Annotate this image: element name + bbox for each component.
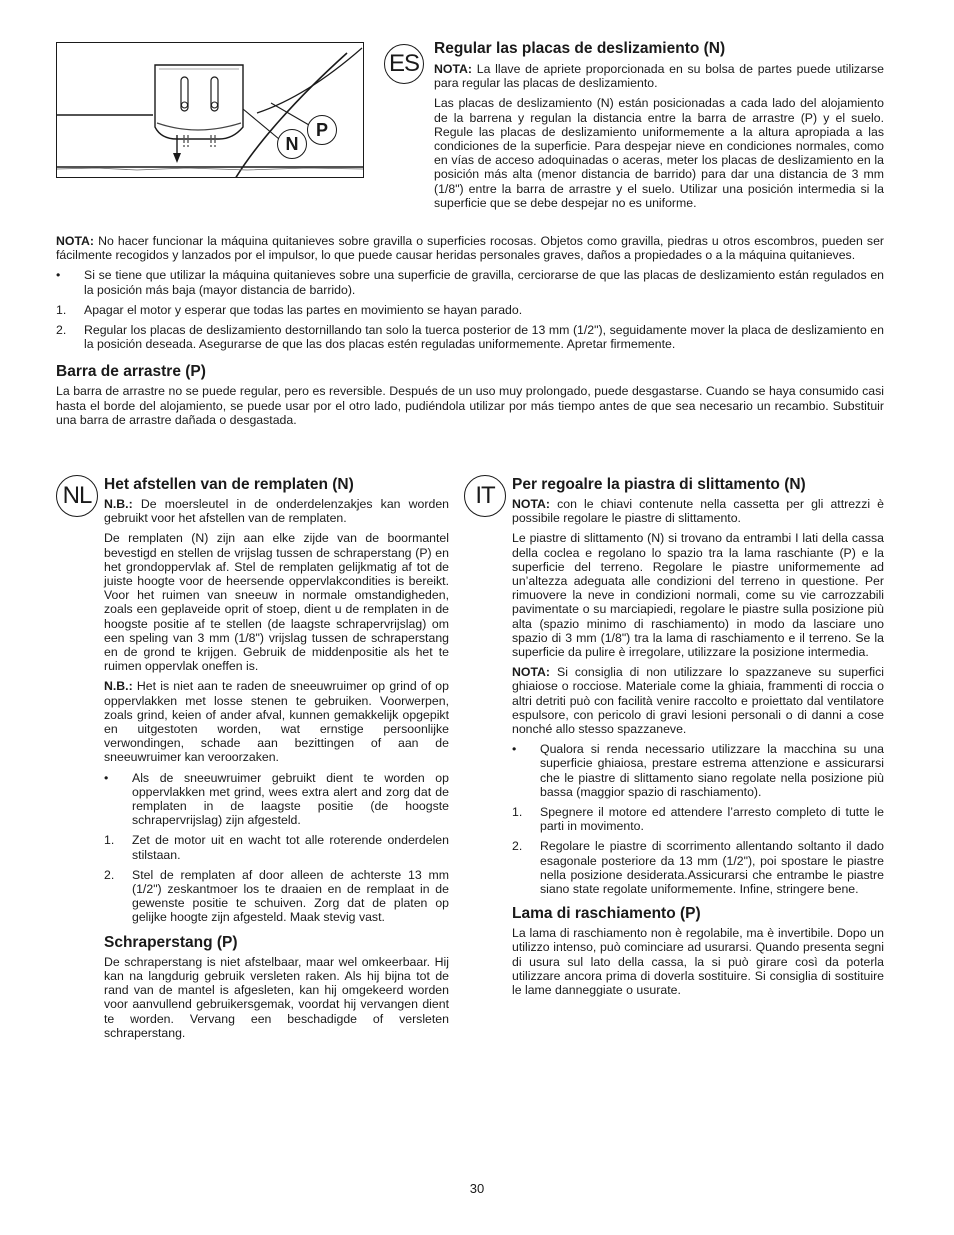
nl-note-1	[104, 497, 449, 525]
nl-note-2-label: N.B.:	[104, 679, 133, 694]
es-note-1-text: La llave de apriete proporcionada en su bolsa de partes puede utilizarse para regular las placas de deslizamiento.	[434, 62, 884, 91]
es-paragraph-2: La barra de arrastre no se puede regular, pero es reversible. Después de un uso muy prolongado, puede desgastarse. Cuando se haya consumido casi hasta el borde del alojamiento, se puede usar por el otro lado, pudiéndola utilizar por más tiempo antes de que sea necesario un recambio. Substituir una barra de arrastre dañada o desgastada.	[56, 384, 884, 427]
es-paragraph-1: Las placas de deslizamiento (N) están posicionadas a cada lado del alojamiento de la barrena y regulan la distancia entre la barra de arrastre (P) y el suelo. Regule las placas de deslizamiento uniformemente a la altura apropiada a las condiciones de la superficie. Para despejar nieve en condiciones normales, como en vías de acceso adoquinadas o aceras, meter los placas de deslizamiento en la posición más alta (menor distancia de barrido) para dar una distancia de 3 mm (1/8") entre la barra de arrastre y el suelo. Utilizar una posición intermedia si la superficie que se debe despejar no es uniforme.	[434, 96, 884, 210]
es-title: Regular las placas de deslizamiento (N)	[434, 40, 726, 57]
it-bullet	[512, 742, 884, 799]
skid-shoe-diagram	[57, 43, 364, 178]
it-step-2-text: Regolare le piastre di scorrimento allentando soltanto il dado esagonale posteriore da 13 mm (1/2"), poi spostare le piastre nella posizione desiderata.Assicurarsi che entrambe le piastre siano state regolate uniformemente. Infine, stringere bene.	[540, 839, 884, 897]
es-step-1-mark: 1.	[56, 302, 67, 317]
nl-note-1-text: De moersleutel in de onderdelenzakjes kan worden gebruikt voor het afstellen van de remplaten.	[104, 497, 449, 526]
nl-note-1-label: N.B.:	[104, 497, 133, 511]
language-badge-it	[464, 475, 506, 517]
callout-p-label: P	[315, 119, 328, 140]
badge-nl-label: NL	[62, 482, 92, 509]
es-step-1	[56, 303, 884, 317]
it-title-2: Lama di raschiamento (P)	[512, 905, 701, 923]
nl-note-2-text: Het is niet aan te raden de sneeuwruimer op grind of op oppervlakken met losse stenen te gebruiken. Voorwerpen, zoals grind, keien of ander afval, kunnen gemakkelijk opgepikt en uitgestoten worden, wat ernstige persoonlijke verwondingen, schade aan bezittingen of aan de sneeuwruimer kan veroorzaken.	[104, 679, 449, 765]
it-note-1-text: con le chiavi contenute nella cassetta per gli attrezzi è possibile regolare le piastre di slittamento.	[512, 497, 884, 526]
nl-step-2-mark: 2.	[104, 867, 115, 882]
callout-n-label: N	[285, 133, 299, 154]
es-step-2	[56, 323, 884, 351]
it-note-1-label: NOTA:	[512, 497, 551, 511]
es-section-skid-plates	[434, 40, 884, 210]
es-note-2-label: NOTA:	[56, 234, 95, 248]
nl-step-1-mark: 1.	[104, 833, 115, 848]
skid-shoe-illustration	[56, 42, 364, 178]
es-bullet	[56, 268, 884, 296]
callout-p	[307, 115, 337, 145]
it-step-1-mark: 1.	[512, 805, 523, 820]
nl-title-2: Schraperstang (P)	[104, 933, 238, 951]
it-paragraph-2: La lama di raschiamento non è regolabile, ma è invertibile. Dopo un utilizzo intenso, può cominciare ad usurarsi. Quando presenta segni di usura sul lato della cassa, la si può girare così da poterla utilizzare ancora prima di doverla sostituire. Si consiglia di sostituire le lame danneggiate o usurate.	[512, 926, 884, 998]
it-note-1	[512, 497, 884, 525]
callout-n	[277, 129, 307, 159]
es-note-2	[56, 234, 884, 262]
badge-es-label: ES	[388, 50, 419, 77]
nl-note-2	[104, 679, 449, 764]
it-step-2-mark: 2.	[512, 839, 523, 854]
es-note-2-text: No hacer funcionar la máquina quitanieves sobre gravilla o superficies rocosas. Objetos como gravilla, piedras u otros escombros, pueden ser fácilmente recogidos y lanzados por el impulsor, lo que puede causar heridas personales graves, daños a propiedades o a la máquina quitanieves.	[56, 234, 884, 263]
it-section	[512, 476, 884, 997]
nl-bullet-text: Als de sneeuwruimer gebruikt dient te worden op oppervlakken met grind, wees extra alert and zorg dat de remplaten in de laagste positie (de hoogste schrapervrijslag) zijn afgesteld.	[132, 770, 449, 828]
page-number: 30	[469, 1181, 485, 1196]
nl-paragraph-1: De remplaten (N) zijn aan elke zijde van de boormantel bevestigd en stellen de vrijslag tussen de schraperstang (P) en het grondoppervlak af. Stel de remplaten gelijkmatig af tot de juiste hoogte voor de heersende oppervlakcondities is bereikt. Voor het ruimen van sneeuw in normale omstandigheden, zoals een geplaveide oprit of stoep, dient u de remplaten in de hoogste positie af te stellen (de laagste schrapervrijslag) om een speling van 3 mm (1/8") vrijslag tussen de schraperstang en de grond te krijgen. Gebruik de middenpositie als het te ruimen oppervlak oneffen is.	[104, 531, 449, 674]
it-note-2-label: NOTA:	[512, 665, 551, 680]
it-paragraph-1: Le piastre di slittamento (N) si trovano da entrambi I lati della cassa della coclea e regolano lo spazio tra la lama raschiante (P) e la superficie del terreno. Regolare le piastre uniformemente ad un’altezza adeguata alle condizioni del terreno in questione. Per rimuovere la neve in condizioni normali, come su vie carrozzabili pavimentate o su marciapiedi, regolare le piastre sulla posizione più alta (spazio minimo di raschiamento) in modo da lasciare uno spazio di 3 mm (1/8") tra la lama di raschiamento e il terreno. Se la superficie da pulire è irregolare, utilizzare la posizione intermedia.	[512, 531, 884, 660]
nl-step-2-text: Stel de remplaten af door alleen de achterste 13 mm (1/2") zeskantmoer los te draaien en de remplaat in de gewenste positie te schuiven. Zorg dat de platen op gelijke hoogte zijn afgesteld. Maak stevig vast.	[132, 867, 449, 925]
nl-section	[104, 476, 449, 1040]
it-title: Per regoalre la piastra di slittamento (N)	[512, 476, 806, 493]
es-step-2-mark: 2.	[56, 323, 67, 338]
nl-step-1-text: Zet de motor uit en wacht tot alle roterende onderdelen stilstaan.	[132, 833, 449, 862]
es-note-1	[434, 62, 884, 90]
nl-bullet	[104, 771, 449, 828]
nl-step-2	[104, 868, 449, 925]
language-badge-nl	[56, 475, 98, 517]
it-step-1	[512, 805, 884, 833]
it-note-2-text: Si consiglia di non utilizzare lo spazzaneve su superfici ghiaiose o rocciose. Materiale come la ghiaia, frammenti di roccia o altri detriti può con facilità venire raccolto e proiettato dal ventilatore espulsore, con pericolo di gravi lesioni personali o di danni a cose nonché allo stesso spazzaneve.	[512, 665, 884, 737]
it-note-2	[512, 665, 884, 736]
es-bullet-text: Si se tiene que utilizar la máquina quitanieves sobre una superficie de gravilla, cerciorarse de que las placas de deslizamiento están regulados en la posición más baja (mayor distancia de barrido).	[84, 268, 884, 297]
nl-step-1	[104, 833, 449, 861]
it-step-2	[512, 839, 884, 896]
nl-bullet-mark: •	[104, 770, 109, 785]
es-step-2-text: Regular los placas de deslizamiento destornillando tan solo la tuerca posterior de 13 mm (1/2"), seguidamente mover la placa de deslizamiento en la posición deseada. Asegurarse de que las dos placas estén reguladas uniformemente. Apretar firmemente.	[84, 323, 884, 352]
es-note-1-label: NOTA:	[434, 62, 473, 76]
badge-it-label: IT	[475, 482, 495, 509]
language-badge-es	[384, 44, 424, 84]
it-step-1-text: Spegnere il motore ed attendere l’arresto completo di tutte le parti in movimento.	[540, 805, 884, 834]
es-title-2: Barra de arrastre (P)	[56, 363, 206, 381]
es-step-1-text: Apagar el motor y esperar que todas las partes en movimiento se hayan parado.	[84, 302, 523, 317]
it-bullet-text: Qualora si renda necessario utilizzare la macchina su una superficie ghiaiosa, prestare estrema attenzione e assicurarsi che le piastre di slittamento siano regolate nella posizione più bassa (maggior spazio di raschiamento).	[540, 742, 884, 799]
es-bullet-mark: •	[56, 268, 61, 283]
nl-title: Het afstellen van de remplaten (N)	[104, 476, 354, 493]
it-bullet-mark: •	[512, 742, 517, 757]
es-section-full	[56, 234, 884, 427]
nl-paragraph-2: De schraperstang is niet afstelbaar, maar wel omkeerbaar. Hij kan na langdurig gebruik versleten raken. Als hij bijna tot de rand van de mantel is afgesleten, kan hij omgekeerd worden voor aanvullend gebruikersgemak, voordat hij vervangen dient te worden. Vervang een beschadigde of versleten schraperstang.	[104, 954, 449, 1040]
